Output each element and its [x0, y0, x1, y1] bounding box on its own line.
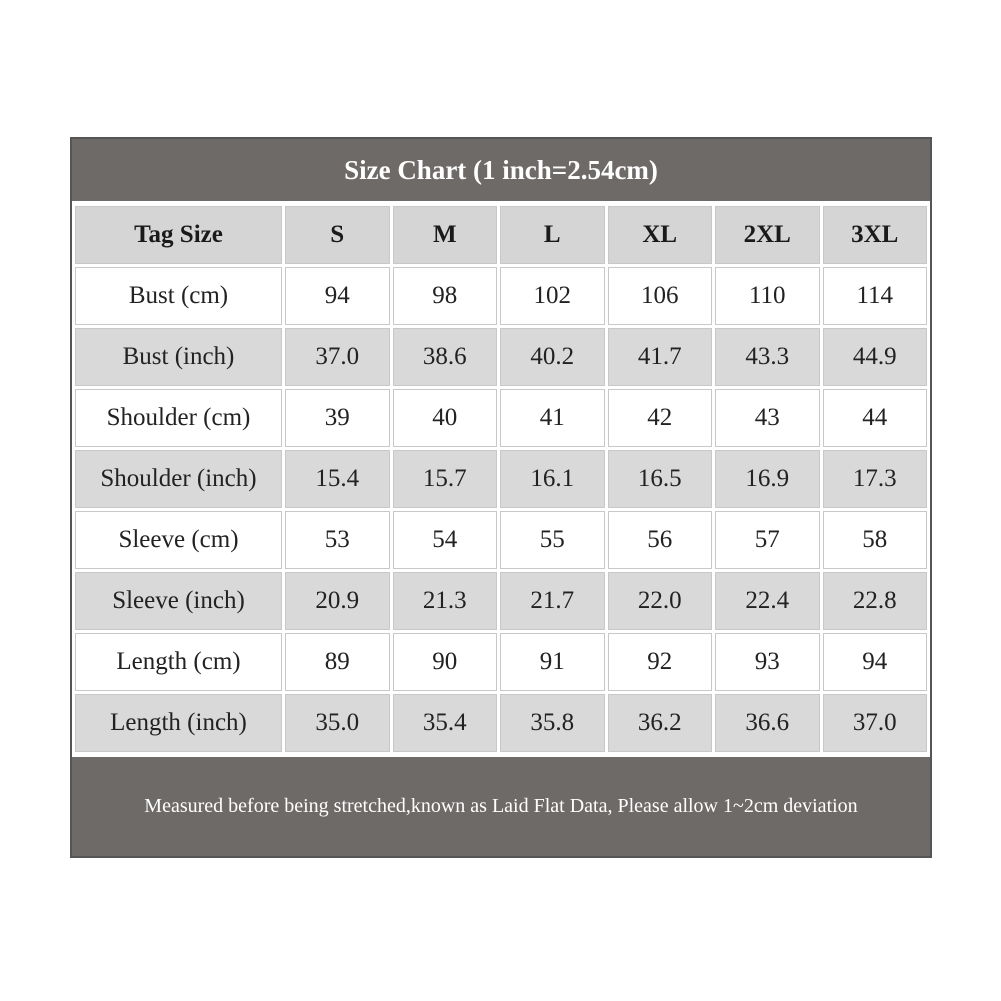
- table-cell: 16.9: [715, 450, 820, 508]
- table-cell: 21.7: [500, 572, 605, 630]
- table-row: [75, 511, 927, 569]
- table-cell: 44: [823, 389, 928, 447]
- table-cell: 22.0: [608, 572, 713, 630]
- table-cell: 37.0: [823, 694, 928, 752]
- header-cell: Tag Size: [75, 206, 282, 264]
- table-cell: 20.9: [285, 572, 390, 630]
- table-cell: 106: [608, 267, 713, 325]
- table-cell: 40: [393, 389, 498, 447]
- table-cell: 37.0: [285, 328, 390, 386]
- table-cell: 110: [715, 267, 820, 325]
- table-cell: 90: [393, 633, 498, 691]
- row-label: Sleeve (inch): [75, 572, 282, 630]
- header-cell: XL: [608, 206, 713, 264]
- header-cell: M: [393, 206, 498, 264]
- table-cell: 39: [285, 389, 390, 447]
- table-row: [75, 572, 927, 630]
- table-cell: 43: [715, 389, 820, 447]
- table-header-row: [75, 206, 927, 264]
- table-cell: 40.2: [500, 328, 605, 386]
- table-cell: 36.6: [715, 694, 820, 752]
- table-cell: 35.8: [500, 694, 605, 752]
- header-cell: 3XL: [823, 206, 928, 264]
- table-cell: 36.2: [608, 694, 713, 752]
- table-cell: 94: [823, 633, 928, 691]
- table-cell: 94: [285, 267, 390, 325]
- row-label: Length (inch): [75, 694, 282, 752]
- table-cell: 91: [500, 633, 605, 691]
- table-cell: 102: [500, 267, 605, 325]
- chart-footer-note: Measured before being stretched,known as Laid Flat Data, Please allow 1~2cm deviation: [72, 755, 930, 856]
- table-row: [75, 267, 927, 325]
- table-cell: 55: [500, 511, 605, 569]
- table-cell: 16.5: [608, 450, 713, 508]
- row-label: Sleeve (cm): [75, 511, 282, 569]
- table-cell: 58: [823, 511, 928, 569]
- table-cell: 15.4: [285, 450, 390, 508]
- table-cell: 16.1: [500, 450, 605, 508]
- row-label: Shoulder (inch): [75, 450, 282, 508]
- table-cell: 98: [393, 267, 498, 325]
- table-cell: 89: [285, 633, 390, 691]
- table-cell: 38.6: [393, 328, 498, 386]
- size-chart: [70, 137, 932, 858]
- table-cell: 44.9: [823, 328, 928, 386]
- table-cell: 17.3: [823, 450, 928, 508]
- table-row: [75, 328, 927, 386]
- header-cell: S: [285, 206, 390, 264]
- size-table: [72, 203, 930, 755]
- header-cell: 2XL: [715, 206, 820, 264]
- table-row: [75, 694, 927, 752]
- table-row: [75, 389, 927, 447]
- table-cell: 35.0: [285, 694, 390, 752]
- table-cell: 41: [500, 389, 605, 447]
- table-cell: 53: [285, 511, 390, 569]
- row-label: Shoulder (cm): [75, 389, 282, 447]
- table-cell: 56: [608, 511, 713, 569]
- row-label: Bust (inch): [75, 328, 282, 386]
- row-label: Length (cm): [75, 633, 282, 691]
- header-cell: L: [500, 206, 605, 264]
- table-cell: 41.7: [608, 328, 713, 386]
- table-cell: 92: [608, 633, 713, 691]
- table-cell: 114: [823, 267, 928, 325]
- table-cell: 57: [715, 511, 820, 569]
- chart-title: Size Chart (1 inch=2.54cm): [72, 139, 930, 203]
- table-cell: 35.4: [393, 694, 498, 752]
- table-cell: 22.8: [823, 572, 928, 630]
- table-cell: 15.7: [393, 450, 498, 508]
- table-cell: 42: [608, 389, 713, 447]
- table-cell: 21.3: [393, 572, 498, 630]
- table-row: [75, 633, 927, 691]
- table-cell: 54: [393, 511, 498, 569]
- table-cell: 43.3: [715, 328, 820, 386]
- table-cell: 22.4: [715, 572, 820, 630]
- table-cell: 93: [715, 633, 820, 691]
- table-row: [75, 450, 927, 508]
- row-label: Bust (cm): [75, 267, 282, 325]
